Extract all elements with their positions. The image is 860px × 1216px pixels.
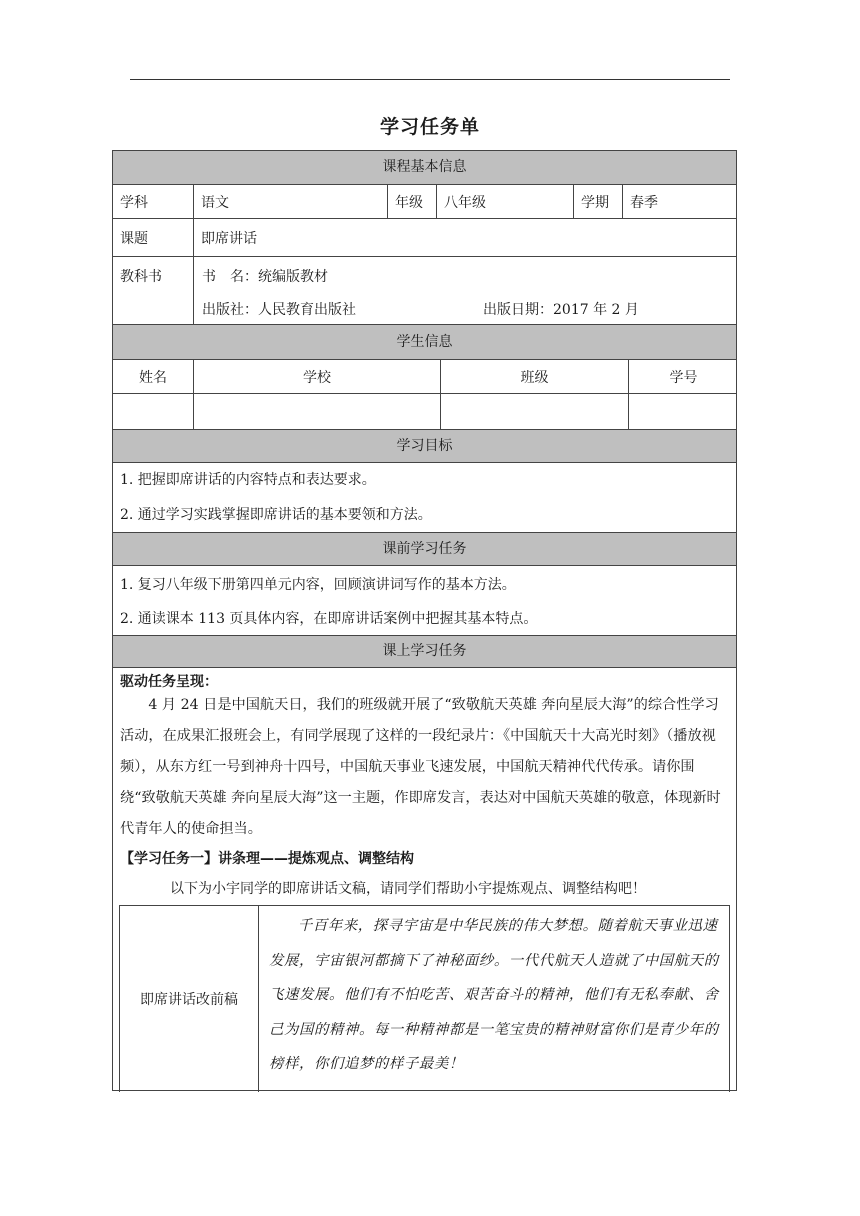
class-input-cell[interactable] <box>441 394 629 429</box>
publication-date: 出版日期：2017 年 2 月 <box>483 302 639 318</box>
header-rule <box>130 79 730 80</box>
pre-tasks-row <box>113 566 736 636</box>
driver-task-title: 驱动任务呈现： <box>120 674 218 690</box>
task1-intro: 以下为小宇同学的即席讲话文稿，请同学们帮助小宇提炼观点、调整结构吧！ <box>170 881 646 897</box>
section-goals <box>113 430 736 463</box>
goals-row <box>113 463 736 533</box>
student-input-row <box>113 394 736 430</box>
school-input-cell[interactable] <box>194 394 441 429</box>
task1-title: 【学习任务一】讲条理——提炼观点、调整结构 <box>120 851 414 867</box>
term-value: 春季 <box>630 194 658 211</box>
subject-label: 学科 <box>113 185 194 218</box>
name-input-cell[interactable] <box>113 394 194 429</box>
section-title: 课前学习任务 <box>382 541 467 557</box>
column-name: 姓名 <box>113 360 194 393</box>
textbook-label: 教科书 <box>113 257 194 324</box>
topic-label: 课题 <box>113 219 194 256</box>
goal-item: 2. 通过学习实践掌握即席讲话的基本要领和方法。 <box>120 507 432 523</box>
column-school: 学校 <box>194 360 441 393</box>
student-id-input-cell[interactable] <box>629 394 738 429</box>
section-pre-class-tasks <box>113 533 736 566</box>
book-name: 书 名：统编版教材 <box>202 269 328 285</box>
topic-row <box>113 219 736 257</box>
task-sheet-table <box>112 150 737 1091</box>
section-student-info <box>113 325 736 360</box>
section-title: 课程基本信息 <box>382 159 467 175</box>
column-class: 班级 <box>441 360 629 393</box>
goal-item: 1. 把握即席讲话的内容特点和表达要求。 <box>120 472 376 488</box>
section-course-info <box>113 151 736 185</box>
page-title: 学习任务单 <box>379 116 480 138</box>
grade-label: 年级 <box>388 185 437 218</box>
topic-value: 即席讲话 <box>201 230 257 247</box>
draft-cell <box>259 906 729 1092</box>
subject-value: 语文 <box>194 185 388 218</box>
draft-label: 即席讲话改前稿 <box>120 906 259 1092</box>
section-title: 学习目标 <box>396 438 453 454</box>
pre-task-item: 2. 通读课本 113 页具体内容，在即席讲话案例中把握其基本特点。 <box>120 611 538 627</box>
column-student-id: 学号 <box>669 369 698 386</box>
section-title: 学生信息 <box>396 334 453 350</box>
pre-task-item: 1. 复习八年级下册第四单元内容，回顾演讲词写作的基本方法。 <box>120 577 516 593</box>
draft-text: 千百年来，探寻宇宙是中华民族的伟大梦想。随着航天事业迅速发展，宇宙银河都摘下了神秘面纱。一代代航天人造就了中国航天的飞速发展。他们有不怕吃苦、艰苦奋斗的精神，他们有无私奉献、舍己为国的精神。每一种精神都是一笔宝贵的精神财富你们是青少年的榜样，你们追梦的样子最美！ <box>269 918 719 1072</box>
section-title: 课上学习任务 <box>382 643 467 659</box>
grade-value: 八年级 <box>437 185 574 218</box>
draft-table <box>119 905 730 1092</box>
driver-task-text: 4 月 24 日是中国航天日，我们的班级就开展了“致敬航天英雄 奔向星辰大海”的综合性学习活动，在成果汇报班会上，有同学展现了这样的一段纪录片：《中国航天十大高光时刻》（播放视频），从东方红一号到神舟十四号，中国航天事业飞速发展，中国航天精神代代传承。请你围绕“致敬航天英雄 奔向星辰大海”这一主题，作即席发言，表达对中国航天英雄的敬意，体现新时代青年人的使命担当。 <box>120 697 721 837</box>
textbook-row <box>113 257 736 325</box>
student-header-row <box>113 360 736 394</box>
publisher: 出版社：人民教育出版社 <box>202 302 356 318</box>
section-in-class-tasks <box>113 636 736 668</box>
subject-row <box>113 185 736 219</box>
term-label: 学期 <box>574 185 623 218</box>
